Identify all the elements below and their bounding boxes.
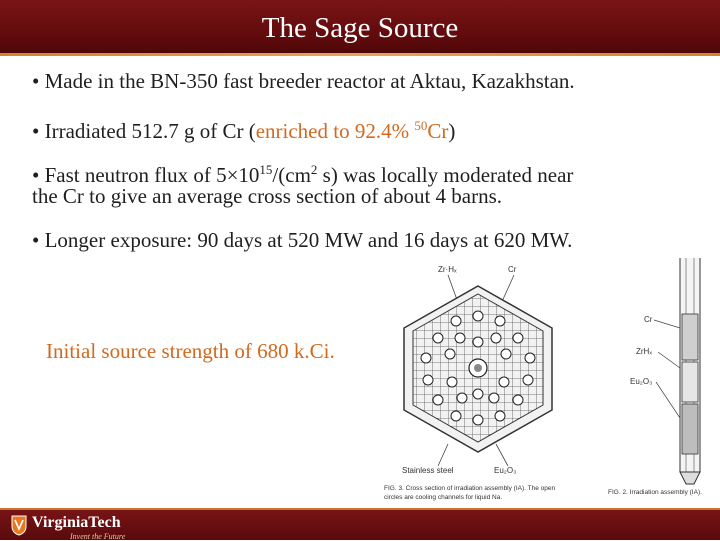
label-eu2o3: Eu₂O₃ (494, 466, 517, 475)
bullet-irradiated-prefix: • Irradiated 512.7 g of Cr ( (32, 119, 256, 143)
label-zrh: Zr·Hₓ (438, 265, 457, 274)
flux-text-c: s) was locally moderated near (317, 163, 574, 187)
bullet-exposure: • Longer exposure: 90 days at 520 MW and 16 days at 620 MW. (32, 228, 573, 252)
caption-fig2: FIG. 2. Irradiation assembly (IA). (608, 489, 702, 496)
flux-area-exponent: 2 (310, 162, 318, 177)
side-label-eu2o3: Eu₂O₃ (630, 377, 653, 386)
bullet-reactor: • Made in the BN-350 fast breeder reactor at Aktau, Kazakhstan. (32, 69, 575, 93)
flux-text-a: • Fast neutron flux of 5×10 (32, 163, 260, 187)
enrichment-isotope-superscript: 50 (414, 118, 428, 133)
enrichment-text: enriched to 92.4% (255, 119, 415, 143)
side-label-zrh: ZrHₓ (636, 347, 652, 356)
bullet-neutron-flux-line2: the Cr to give an average cross section of about 4 barns. (32, 184, 503, 208)
bullet-irradiated-suffix: ) (448, 119, 456, 143)
irradiation-assembly-rod (680, 258, 700, 484)
label-cr: Cr (508, 265, 517, 274)
initial-source-strength: Initial source strength of 680 k.Ci. (46, 339, 335, 363)
footer-bar (0, 508, 720, 540)
label-stainless-steel: Stainless steel (402, 466, 454, 475)
caption-fig3-line2: circles are cooling channels for liquid Na. (384, 494, 503, 501)
logo-wordmark: VirginiaTech (32, 514, 121, 531)
slide-title: The Sage Source (261, 12, 459, 44)
logo-tagline: Invent the Future (70, 532, 126, 541)
vt-emblem-icon (10, 514, 28, 536)
bullet-irradiated (32, 112, 455, 145)
flux-text-b: /(cm (272, 163, 311, 187)
enrichment-element: Cr (427, 119, 449, 143)
virginia-tech-logo (8, 512, 158, 540)
caption-fig3-line1: FIG. 3. Cross section of irradiation assembly (IA). The open (384, 485, 556, 492)
irradiation-assembly-figure (368, 258, 720, 504)
title-bar (0, 0, 720, 56)
side-label-cr: Cr (644, 315, 653, 324)
flux-exponent: 15 (259, 162, 273, 177)
